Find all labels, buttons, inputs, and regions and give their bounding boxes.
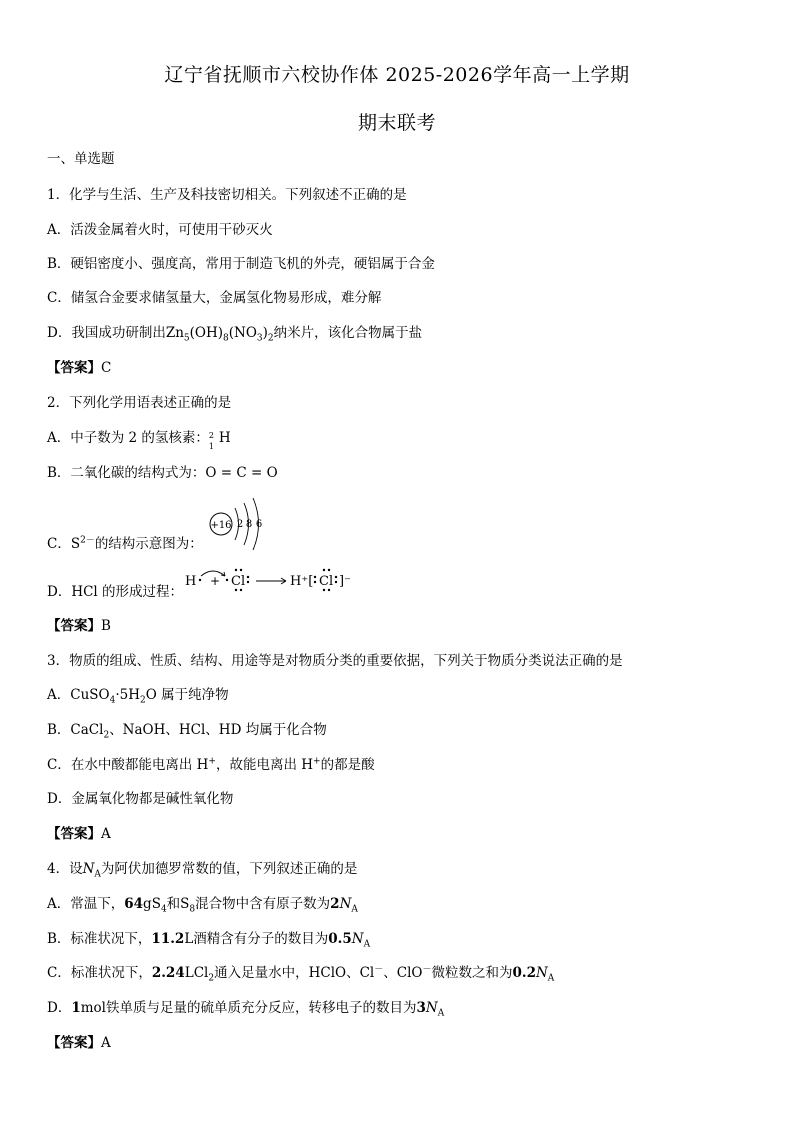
- q3-option-d: D．金属氧化物都是碱性氧化物: [47, 791, 234, 807]
- product-dot-top-2: [328, 569, 330, 571]
- shell-electrons-2: 8: [245, 519, 253, 530]
- sulfur-ion-structure-diagram: [205, 496, 275, 554]
- plus-sign: +: [210, 574, 221, 588]
- q4-option-a: A．常温下，$64gS_4$和$S_8$混合物中含有原子数为$2N_A$: [47, 896, 358, 915]
- shell-electrons-1: 2: [236, 519, 244, 530]
- product-dot-right-2: [335, 581, 337, 583]
- nucleus-charge: +16: [210, 520, 232, 531]
- q4-answer: 【答案】A: [47, 1035, 111, 1051]
- shell-electrons-3: 6: [255, 519, 263, 530]
- q4-option-b: B．标准状况下，11.2L酒精含有分子的数目为$0.5N_A$: [47, 931, 371, 950]
- q3-answer: 【答案】A: [47, 826, 111, 842]
- q3-option-a: A．$CuSO_4\cdot 5H_2O$ 属于纯净物: [47, 687, 229, 706]
- h-atom: H: [185, 574, 197, 589]
- q4-option-c: C．标准状况下，2.24LCl$_2$通入足量水中，HClO、Cl－、ClO－微粒数之和为$0.2N_A$: [47, 964, 555, 984]
- product-dot-right-1: [335, 576, 337, 578]
- closing-bracket: ]⁻: [339, 574, 351, 589]
- cl-dot-bottom-1: [235, 589, 237, 591]
- cl-dot-top-1: [235, 569, 237, 571]
- q2-option-c: C．$S^{2-}$的结构示意图为：: [47, 535, 203, 552]
- q3-option-b: B．CaCl$_2$、NaOH、HCl、HD 均属于化合物: [47, 722, 327, 741]
- q2-option-a: A．中子数为 2 的氢核素： 2 1 H: [47, 430, 231, 451]
- h-electron-dot: [199, 579, 201, 581]
- h-ion-bracket: H⁺[: [290, 574, 314, 589]
- q2-option-b: B．二氧化碳的结构式为：O = C = O: [47, 465, 278, 481]
- q1-answer: 【答案】C: [47, 360, 112, 376]
- q3-stem: 3．物质的组成、性质、结构、用途等是对物质分类的重要依据，下列关于物质分类说法正确的是: [47, 653, 623, 669]
- q1-option-b: B．硬铝密度小、强度高，常用于制造飞机的外壳，硬铝属于合金: [47, 256, 435, 272]
- hcl-formation-diagram: [180, 566, 360, 596]
- cl-atom: Cl: [231, 574, 246, 589]
- title-line-1: 辽宁省抚顺市六校协作体 2025-2026学年高一上学期: [164, 64, 630, 86]
- q3-option-c: C．在水中酸都能电离出 H+，故能电离出 H+的都是酸: [47, 756, 375, 773]
- product-cl: Cl: [319, 574, 334, 589]
- title-line-2: 期末联考: [357, 112, 436, 134]
- product-dot-bottom-2: [328, 589, 330, 591]
- q1-option-a: A．活泼金属着火时，可使用干砂灭火: [47, 222, 273, 238]
- cl-dot-bottom-2: [240, 589, 242, 591]
- product-dot-left-1: [314, 576, 316, 578]
- q1-option-c: C．储氢合金要求储氢量大，金属氢化物易形成，难分解: [47, 290, 382, 306]
- q1-stem: 1．化学与生活、生产及科技密切相关。下列叙述不正确的是: [47, 187, 407, 203]
- cl-dot-top-2: [240, 569, 242, 571]
- cl-dot-right-2: [247, 581, 249, 583]
- section-heading: 一、单选题: [47, 151, 115, 167]
- q2-option-d: D．HCl 的形成过程：: [47, 584, 184, 600]
- isotope-notation: 2 1: [208, 431, 215, 451]
- cl-dot-left: [226, 579, 228, 581]
- q1-option-d: D．我国成功研制出$Zn_5(OH)_8(NO_3)_2$纳米片，该化合物属于盐: [47, 325, 423, 344]
- product-dot-left-2: [314, 581, 316, 583]
- q4-stem: 4．设$N_A$为阿伏加德罗常数的值，下列叙述正确的是: [47, 861, 358, 880]
- q2-answer: 【答案】B: [47, 618, 111, 634]
- q2-stem: 2．下列化学用语表述正确的是: [47, 395, 232, 411]
- product-dot-bottom-1: [323, 589, 325, 591]
- q4-option-d: D．1mol铁单质与足量的硫单质充分反应，转移电子的数目为$3N_A$: [47, 1000, 445, 1019]
- cl-dot-right-1: [247, 576, 249, 578]
- product-dot-top-1: [323, 569, 325, 571]
